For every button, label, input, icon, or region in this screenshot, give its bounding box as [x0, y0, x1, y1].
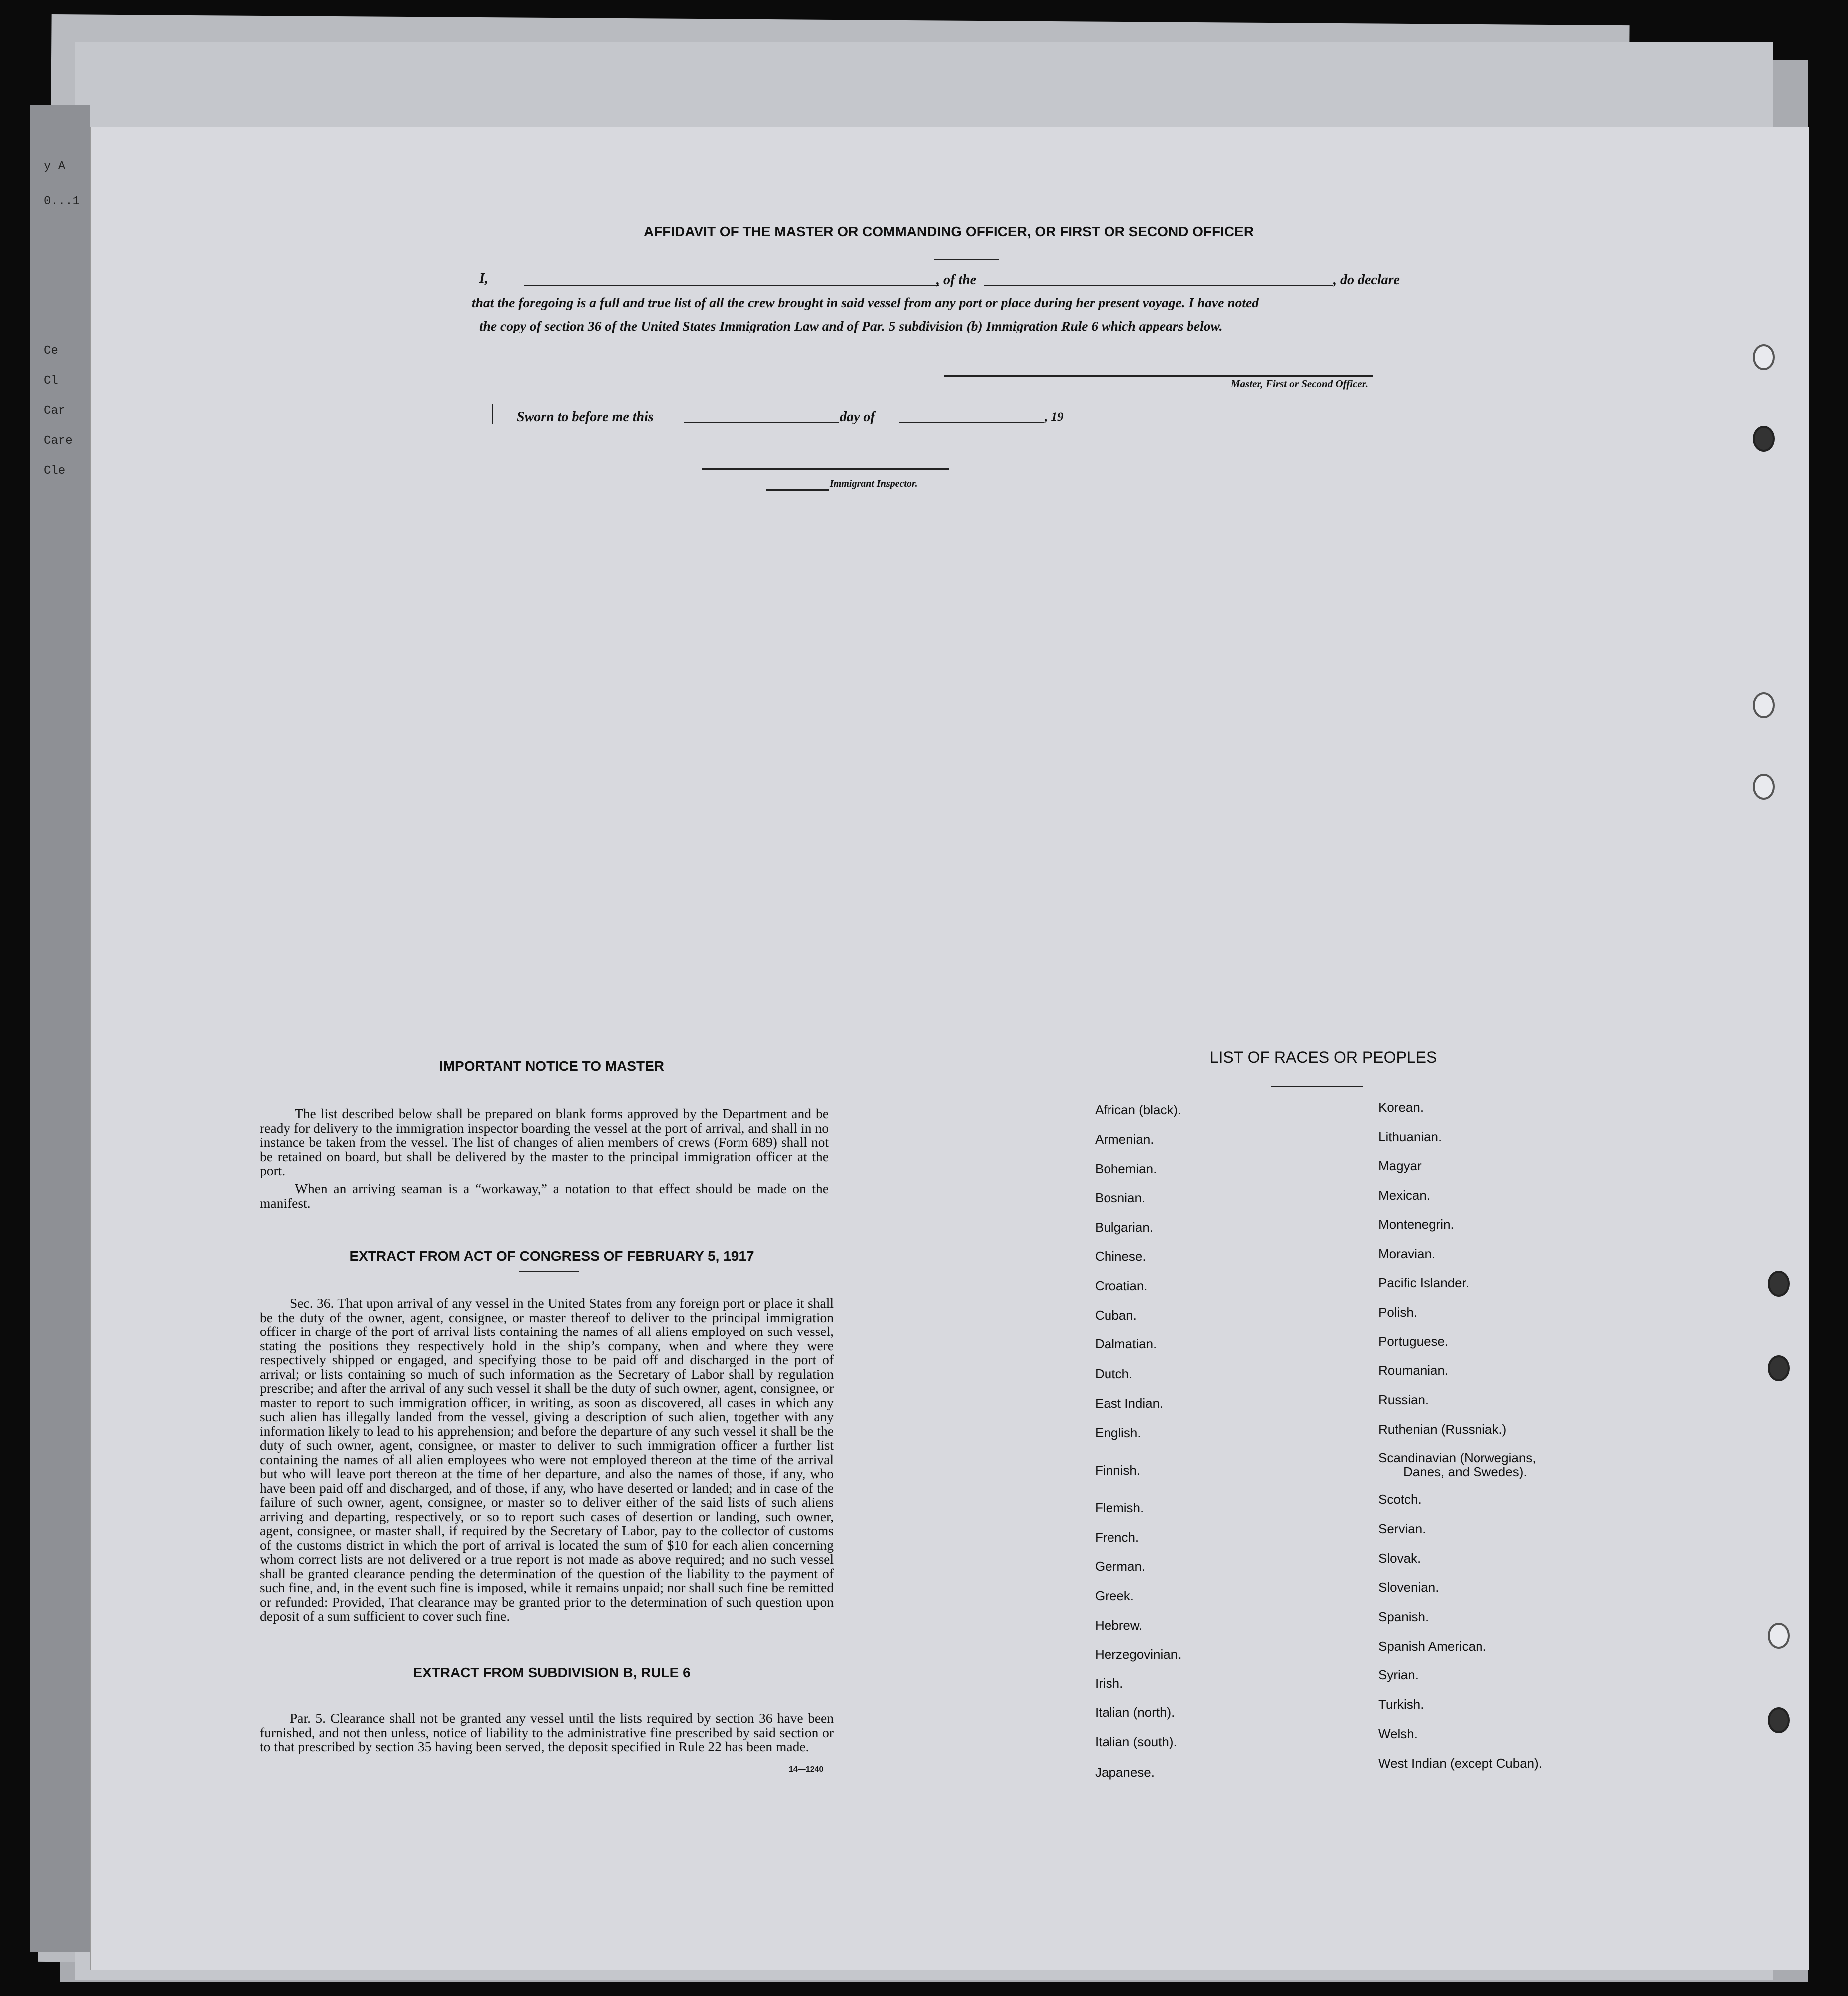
form-number: 14—1240 [789, 1765, 824, 1774]
margin-tick [492, 404, 493, 424]
race-item: Chinese. [1095, 1249, 1146, 1264]
binder-hole [1768, 1355, 1790, 1381]
race-item: Polish. [1378, 1305, 1418, 1320]
binder-hole [1753, 426, 1775, 452]
edge-fragment: y A [44, 160, 66, 173]
race-item: English. [1095, 1425, 1141, 1440]
underlying-page-edge [30, 105, 90, 1952]
race-item: Bulgarian. [1095, 1220, 1154, 1235]
day-of-label: day of [840, 409, 875, 425]
race-item: Greek. [1095, 1588, 1134, 1603]
edge-fragment: 0...1 [44, 195, 80, 208]
race-item: Turkish. [1378, 1697, 1424, 1712]
binder-hole [1768, 1623, 1790, 1649]
race-item: Mexican. [1378, 1188, 1431, 1203]
edge-fragment: Car [44, 404, 66, 418]
binder-hole [1768, 1707, 1790, 1733]
master-signature-label: Master, First or Second Officer. [1231, 378, 1368, 390]
affidavit-of-the-label: , of the [936, 272, 977, 288]
binder-hole [1768, 1271, 1790, 1297]
race-item: Armenian. [1095, 1132, 1154, 1147]
race-item: Ruthenian (Russniak.) [1378, 1422, 1507, 1437]
race-item: Irish. [1095, 1676, 1123, 1691]
master-signature-line [944, 375, 1373, 377]
race-item: Syrian. [1378, 1667, 1419, 1682]
sworn-month-blank [899, 422, 1044, 423]
race-item: Scotch. [1378, 1492, 1422, 1507]
race-item: Flemish. [1095, 1500, 1144, 1515]
title-underline [1271, 1086, 1363, 1087]
edge-fragment: Cl [44, 374, 58, 388]
vessel-name-blank [984, 285, 1333, 286]
races-title: LIST OF RACES OR PEOPLES [1209, 1048, 1437, 1066]
race-item: Italian (north). [1095, 1705, 1175, 1720]
notice-paragraph: The list described below shall be prepared on blank forms approved by the Department and be ready for delivery to the immigration inspector boarding the vessel at the port of arrival, and shall in no instance be taken from the vessel. The list of changes of alien members of crews (Form 689) shall not be retained on board, but shall be delivered by the master to the principal immigration officer at the port. [260, 1106, 829, 1178]
race-item: Scandinavian (Norwegians, [1378, 1450, 1536, 1465]
race-item: Herzegovinian. [1095, 1647, 1182, 1662]
edge-fragment: Cle [44, 464, 66, 478]
race-item: Montenegrin. [1378, 1217, 1454, 1232]
race-item: Korean. [1378, 1100, 1424, 1115]
race-item: Italian (south). [1095, 1734, 1177, 1749]
document-page [90, 127, 1809, 1970]
race-item: Lithuanian. [1378, 1129, 1442, 1144]
race-item: Servian. [1378, 1521, 1426, 1536]
race-item: Magyar [1378, 1158, 1422, 1173]
inspector-name-blank [766, 489, 829, 491]
notice-title: IMPORTANT NOTICE TO MASTER [439, 1058, 665, 1074]
race-item: Roumanian. [1378, 1363, 1449, 1378]
race-item: Bohemian. [1095, 1161, 1157, 1176]
binder-hole [1753, 774, 1775, 800]
affidavit-title: AFFIDAVIT OF THE MASTER OR COMMANDING OFFICER, OR FIRST OR SECOND OFFICER [643, 224, 1254, 239]
race-item: Cuban. [1095, 1308, 1137, 1323]
year-prefix-label: , 19 [1045, 410, 1064, 424]
binder-hole [1753, 344, 1775, 370]
race-item: Croatian. [1095, 1278, 1148, 1293]
affidavit-declare-label: , do declare [1333, 272, 1400, 288]
sworn-day-blank [684, 422, 839, 423]
notice-paragraph: When an arriving seaman is a “workaway,” a notation to that effect should be made on the manifest. [260, 1181, 829, 1211]
edge-fragment: Care [44, 434, 73, 448]
race-item: Japanese. [1095, 1765, 1155, 1780]
inspector-signature-line [702, 468, 949, 470]
race-item: Dutch. [1095, 1366, 1133, 1381]
race-item: Welsh. [1378, 1726, 1418, 1741]
affidavit-declarant-label: I, [479, 271, 488, 286]
rule-extract-text: Par. 5. Clearance shall not be granted any vessel until the lists required by section 36 have been furnished, and not then unless, notice of liability to the administrative fine prescribed by said section or to that prescribed by section 35 having been served, the deposit specified in Rule 22 has been made. [260, 1710, 834, 1754]
race-item: Finnish. [1095, 1463, 1141, 1478]
act-extract-title: EXTRACT FROM ACT OF CONGRESS OF FEBRUARY 5, 1917 [349, 1248, 754, 1264]
inspector-label: Immigrant Inspector. [830, 478, 918, 489]
race-item: Spanish American. [1378, 1639, 1486, 1654]
race-item: African (black). [1095, 1102, 1182, 1117]
race-item: Dalmatian. [1095, 1336, 1157, 1351]
race-item: East Indian. [1095, 1396, 1164, 1411]
binder-hole [1753, 692, 1775, 718]
race-item: West Indian (except Cuban). [1378, 1756, 1543, 1771]
race-item: Hebrew. [1095, 1618, 1143, 1633]
act-extract-text: Sec. 36. That upon arrival of any vessel in the United States from any foreign port or place it shall be the duty of the owner, agent, consignee, or master thereof to deliver to the principal immigration officer in charge of the port of arrival lists containing the names of all aliens employed on such vessel, stating the positions they respectively hold in the ship’s company, when and where they were respectively shipped or engaged, and specifying those to be paid off and discharged in the port of arrival; or lists containing so much of such information as the Secretary of Labor shall by regulation prescribe; and after the arrival of any such vessel it shall be the duty of such owner, agent, consignee, or master to report to such immigration officer, in writing, as soon as discovered, all cases in which any such alien has illegally landed from the vessel, giving a description of such alien, together with any information likely to lead to his apprehension; and before the departure of any such vessel it shall be the duty of such owner, agent, consignee, or master to deliver to such immigration officer a further list containing the names of all alien employees who were not employed thereon at the time of the arrival but who will leave port thereon at the time of her departure, and also the names of those, if any, who have been paid off and discharged, and of those, if any, who have deserted or landed; and in case of the failure of such owner, agent, consignee, or master so to deliver either of the said lists of such aliens arriving and departing, respectively, or so to report such cases of desertion or landing, such owner, agent, consignee, or master shall, if required by the Secretary of Labor, pay to the collector of customs of the customs district in which the port of arrival is located the sum of $10 for each alien concerning whom correct lists are not delivered or a true report is not made as above required; and no such vessel shall be granted clearance pending the determination of the question of the liability to the payment of such fine, and, in the event such fine is imposed, while it remains unpaid; nor shall such fine be remitted or refunded: Provided, That clearance may be granted prior to the determination of such question upon deposit of a sum sufficient to cover such fine. [260, 1295, 834, 1624]
title-underline [519, 1271, 579, 1272]
race-item: Bosnian. [1095, 1190, 1146, 1205]
race-item: German. [1095, 1559, 1146, 1574]
rule-extract-title: EXTRACT FROM SUBDIVISION B, RULE 6 [413, 1665, 691, 1680]
title-underline [934, 259, 999, 260]
race-item: Slovak. [1378, 1551, 1421, 1566]
race-item: Russian. [1378, 1392, 1429, 1407]
race-item: Portuguese. [1378, 1334, 1449, 1349]
sworn-label: Sworn to before me this [517, 409, 654, 425]
race-item: Moravian. [1378, 1246, 1436, 1261]
edge-fragment: Ce [44, 344, 58, 358]
race-item: Spanish. [1378, 1609, 1429, 1624]
race-item: Pacific Islander. [1378, 1275, 1470, 1290]
race-item: Danes, and Swedes). [1403, 1464, 1527, 1479]
race-item: Slovenian. [1378, 1580, 1439, 1595]
affidavit-text-line: that the foregoing is a full and true list of all the crew brought in said vessel from any port or place during her present voyage. I have noted [472, 295, 1259, 310]
declarant-name-blank [524, 285, 939, 286]
race-item: French. [1095, 1530, 1139, 1545]
affidavit-text-line: the copy of section 36 of the United States Immigration Law and of Par. 5 subdivision (b) Immigration Rule 6 which appears below. [479, 318, 1223, 333]
